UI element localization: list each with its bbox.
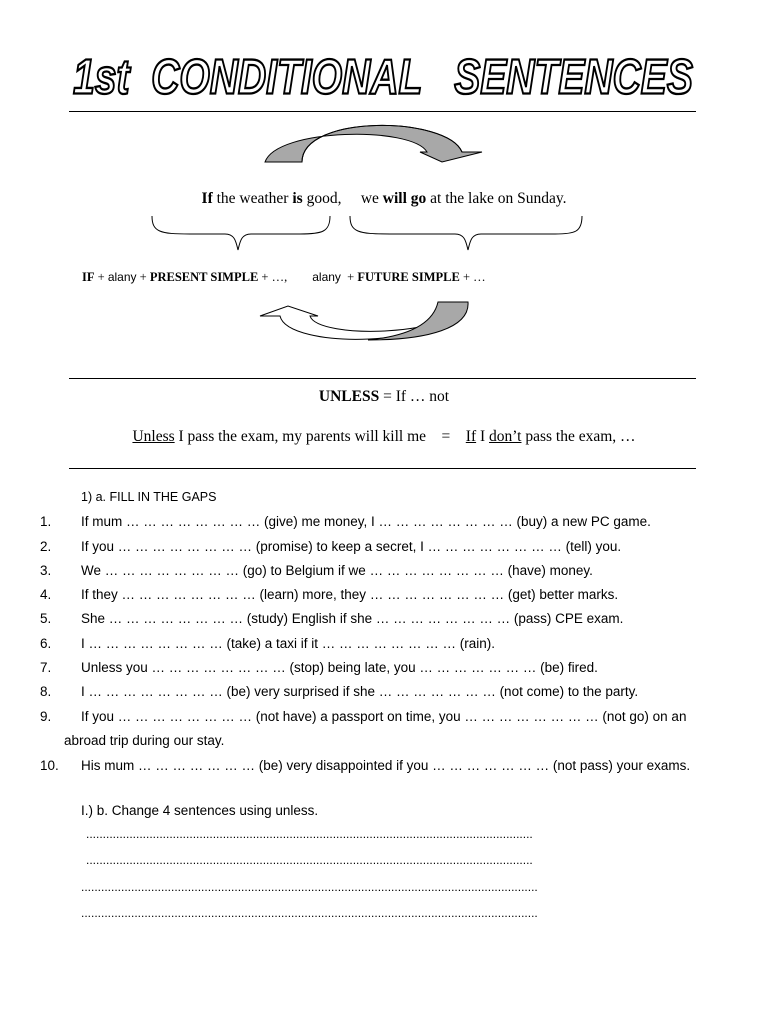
answer-line[interactable]: ...................................................................................................................................... (86, 853, 533, 867)
item-number: 9. (40, 709, 52, 724)
formula-plus: + (340, 270, 358, 284)
item-number: 5. (40, 611, 52, 626)
unless-underlined: Unless (132, 428, 175, 445)
unless-definition-text: = If … not (379, 388, 450, 405)
unless-top-divider (69, 378, 696, 379)
item-number: 2. (40, 539, 52, 554)
exercise-item: I … … … … … … … … (take) a taxi if it … … … … … … … … (rain). (81, 636, 496, 651)
formula-subject: alany (312, 270, 341, 284)
example-sentence (0, 190, 768, 208)
item-number: 7. (40, 660, 52, 675)
formula-future-simple: FUTURE SIMPLE (357, 270, 460, 284)
item-number: 4. (40, 587, 52, 602)
unless-example (0, 428, 768, 446)
item-number: 6. (40, 636, 52, 651)
exercise-item: Unless you … … … … … … … … (stop) being late, you … … … … … … … (be) fired. (81, 660, 598, 675)
exercise-item: His mum … … … … … … … (be) very disappointed if you … … … … … … … (not pass) your exams. (81, 758, 691, 773)
exercise-item: She … … … … … … … … (study) English if she … … … … … … … … (pass) CPE exam. (81, 611, 624, 626)
formula-plus: + (136, 270, 150, 284)
example-text: the weather (212, 190, 293, 207)
exercise-item: If you … … … … … … … … (not have) a passport on time, you … … … … … … … … (not go) on an (81, 709, 687, 724)
worksheet-title (0, 44, 768, 114)
exercise-item: If they … … … … … … … … (learn) more, they … … … … … … … … (get) better marks. (81, 587, 619, 602)
formula-if: IF (82, 270, 95, 284)
curved-arrow-left-icon (258, 298, 473, 344)
formula-tail: + … (459, 270, 486, 284)
formula-gap (287, 270, 312, 284)
unless-bottom-divider (69, 468, 696, 469)
curly-braces (150, 214, 590, 254)
example-gap (341, 190, 360, 207)
formula-line (82, 270, 486, 285)
item-number: 1. (40, 514, 52, 529)
item-number: 3. (40, 563, 52, 578)
if-keyword: If (201, 190, 213, 207)
item-number: 8. (40, 684, 52, 699)
answer-line[interactable]: ...................................................................................................................................... (86, 827, 533, 841)
exercise-item: We … … … … … … … … (go) to Belgium if we … … … … … … … … (have) money. (81, 563, 593, 578)
worksheet-title-text: 1st CONDITIONAL SENTENCES (73, 50, 693, 105)
answer-line[interactable]: ......................................................................................................................................... (81, 906, 538, 920)
section-b-heading: I.) b. Change 4 sentences using unless. (81, 803, 319, 818)
dont-underlined: don’t (489, 428, 522, 445)
unless-example-text: pass the exam, … (521, 428, 636, 445)
unless-definition (0, 388, 768, 406)
exercise-item: If mum … … … … … … … … (give) me money, I … … … … … … … … (buy) a new PC game. (81, 514, 651, 529)
exercise-item-continuation: abroad trip during our stay. (64, 733, 225, 748)
curved-arrow-right-icon (262, 120, 492, 168)
unless-keyword: UNLESS (318, 388, 380, 405)
unless-example-text: I (476, 428, 490, 445)
section-a-heading: 1) a. FILL IN THE GAPS (81, 490, 217, 504)
formula-subject: alany (107, 270, 137, 284)
item-number: 10. (40, 758, 59, 773)
example-text: good, (302, 190, 342, 207)
exercise-item: I … … … … … … … … (be) very surprised if she … … … … … … … (not come) to the party. (81, 684, 639, 699)
top-divider (69, 111, 696, 112)
exercise-item: If you … … … … … … … … (promise) to keep a secret, I … … … … … … … … (tell) you. (81, 539, 622, 554)
formula-plus: + (94, 270, 108, 284)
formula-tail: + …, (258, 270, 288, 284)
is-keyword: is (292, 190, 303, 207)
formula-present-simple: PRESENT SIMPLE (149, 270, 259, 284)
example-text: at the lake on Sunday (426, 190, 563, 207)
if-underlined: If (465, 428, 477, 445)
will-go-keyword: will go (382, 190, 427, 207)
example-end: . (562, 190, 567, 207)
unless-example-text: I pass the exam, my parents will kill me = (174, 428, 466, 445)
answer-line[interactable]: ......................................................................................................................................... (81, 880, 538, 894)
example-text: we (360, 190, 383, 207)
